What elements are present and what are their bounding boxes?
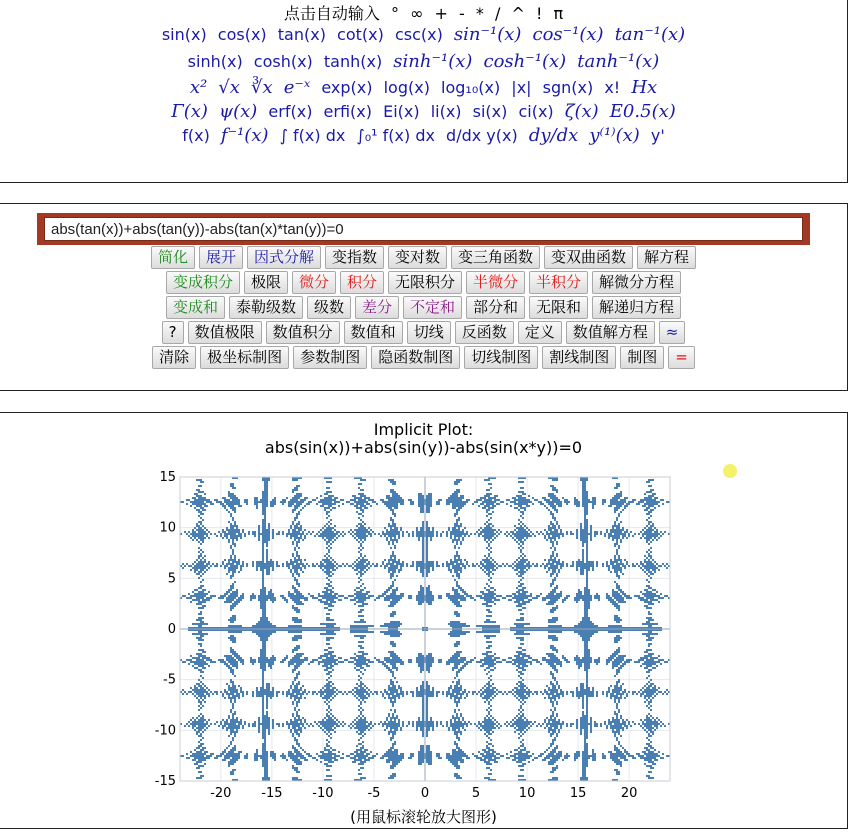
fn-cbrt[interactable]: ∛x (251, 77, 273, 98)
button-row-1 (0, 246, 847, 269)
fn-sin[interactable]: sin(x) (161, 25, 207, 44)
y-tick-label: -10 (154, 723, 176, 739)
taylor-series-button[interactable]: 泰勒级数 (229, 296, 303, 319)
calculus-row (0, 125, 847, 177)
fn-tanh[interactable]: tanh(x) (323, 52, 383, 71)
fn-exp-neg[interactable]: e⁻ˣ (283, 77, 311, 98)
trig-functions-row (0, 24, 847, 45)
y-tick-label: -5 (163, 672, 176, 688)
parametric-plot-button[interactable]: 参数制图 (293, 346, 367, 369)
hyperbolic-functions-row (0, 51, 847, 72)
fn-exp[interactable]: exp(x) (321, 78, 373, 97)
fn-log10[interactable]: log₁₀(x) (441, 78, 501, 97)
to-exponential-button[interactable]: 变指数 (325, 246, 384, 269)
fn-cosh[interactable]: cosh(x) (253, 52, 313, 71)
fn-ei[interactable]: Ei(x) (383, 102, 420, 121)
symbol-degree[interactable]: ° (390, 4, 399, 23)
numeric-limit-button[interactable]: 数值极限 (188, 321, 262, 344)
fn-derivative-operator[interactable]: d/dx y(x) (446, 126, 518, 145)
fn-integral[interactable]: ∫ f(x) dx (279, 126, 346, 145)
quick-input-label: 点击自动输入 (283, 4, 380, 23)
to-trig-button[interactable]: 变三角函数 (451, 246, 540, 269)
symbol-multiply[interactable]: * (475, 4, 484, 23)
fn-csc[interactable]: csc(x) (394, 25, 443, 44)
special-functions-row (0, 101, 847, 122)
fn-acosh[interactable]: cosh⁻¹(x) (483, 51, 567, 72)
solve-equation-button[interactable]: 解方程 (637, 246, 696, 269)
fn-y-first-derivative[interactable]: y⁽¹⁾(x) (589, 125, 640, 146)
x-tick-label: -20 (210, 786, 232, 801)
fn-zeta[interactable]: ζ(x) (564, 101, 599, 122)
expression-input[interactable] (44, 217, 803, 241)
symbol-minus[interactable]: - (459, 4, 465, 23)
mouse-cursor-highlight (723, 464, 737, 478)
tangent-plot-button[interactable]: 切线制图 (464, 346, 538, 369)
fn-cot[interactable]: cot(x) (337, 25, 384, 44)
to-integral-button[interactable]: 变成积分 (166, 271, 240, 294)
expression-frame (37, 213, 810, 245)
button-row-2 (0, 271, 847, 294)
button-row-3 (0, 296, 847, 319)
fn-sgn[interactable]: sgn(x) (542, 78, 594, 97)
solve-ode-button[interactable]: 解微分方程 (592, 271, 681, 294)
fn-y-prime[interactable]: y' (650, 126, 665, 145)
y-tick-label: 5 (167, 571, 176, 587)
y-tick-label: 15 (159, 470, 176, 485)
symbol-divide[interactable]: / (494, 4, 501, 23)
fn-li[interactable]: li(x) (430, 102, 462, 121)
fn-inverse[interactable]: f⁻¹(x) (220, 125, 269, 146)
fn-square[interactable]: x² (189, 77, 208, 98)
clear-button[interactable]: 清除 (152, 346, 196, 369)
to-hyperbolic-button[interactable]: 变双曲函数 (544, 246, 633, 269)
fn-erfi[interactable]: erfi(x) (323, 102, 372, 121)
fn-dy-dx[interactable]: dy/dx (528, 125, 579, 146)
fn-tan[interactable]: tan(x) (277, 25, 326, 44)
symbol-infinity[interactable]: ∞ (410, 4, 424, 23)
partial-sum-button[interactable]: 部分和 (466, 296, 525, 319)
button-row-4 (0, 321, 847, 344)
tangent-line-button[interactable]: 切线 (407, 321, 451, 344)
symbol-power[interactable]: ^ (511, 4, 525, 23)
fn-factorial[interactable]: x! (604, 78, 621, 97)
difference-button[interactable]: 差分 (355, 296, 399, 319)
plot-title: Implicit Plot: (373, 420, 474, 439)
factor-button[interactable]: 因式分解 (247, 246, 321, 269)
half-derivative-button[interactable]: 半微分 (466, 271, 525, 294)
to-sum-button[interactable]: 变成和 (166, 296, 225, 319)
fn-f[interactable]: f(x) (182, 126, 210, 145)
infinite-integral-button[interactable]: 无限积分 (388, 271, 462, 294)
fn-asin[interactable]: sin⁻¹(x) (453, 24, 522, 45)
fn-hermite[interactable]: Hx (631, 77, 658, 98)
half-integral-button[interactable]: 半积分 (529, 271, 588, 294)
plot-subtitle: abs(sin(x))+abs(sin(y))-abs(sin(x*y))=0 (264, 438, 583, 457)
infinite-sum-button[interactable]: 无限和 (529, 296, 588, 319)
numeric-solve-button[interactable]: 数值解方程 (566, 321, 655, 344)
plot-button[interactable]: 制图 (620, 346, 664, 369)
x-tick-label: -10 (312, 786, 334, 801)
fn-digamma[interactable]: ψ(x) (219, 101, 258, 122)
button-row-5 (0, 346, 847, 369)
fn-erf[interactable]: erf(x) (268, 102, 313, 121)
implicit-plot-button[interactable]: 隐函数制图 (371, 346, 460, 369)
y-tick-label: 10 (159, 520, 176, 536)
simplify-button[interactable]: 简化 (151, 246, 195, 269)
y-tick-label: 0 (167, 622, 176, 637)
polar-plot-button[interactable]: 极坐标制图 (200, 346, 289, 369)
solve-recurrence-button[interactable]: 解递归方程 (592, 296, 681, 319)
power-log-functions-row (0, 77, 847, 98)
expression-panel (0, 203, 848, 391)
fn-asinh[interactable]: sinh⁻¹(x) (393, 51, 473, 72)
approximate-button[interactable]: ≈ (659, 321, 686, 344)
x-tick-label: 5 (471, 786, 481, 801)
plot-panel (0, 412, 848, 829)
fn-exp-integral-e[interactable]: E0.5(x) (609, 101, 676, 122)
indefinite-sum-button[interactable]: 不定和 (403, 296, 462, 319)
numeric-integral-button[interactable]: 数值积分 (266, 321, 340, 344)
x-tick-label: -15 (261, 786, 283, 801)
limit-button[interactable]: 极限 (244, 271, 288, 294)
implicit-plot-chart[interactable] (0, 413, 848, 830)
fn-definite-integral[interactable]: ∫₀¹ f(x) dx (356, 126, 435, 145)
fn-sqrt[interactable]: √x (218, 77, 240, 98)
expand-button[interactable]: 展开 (199, 246, 243, 269)
plot-zoom-hint: (用鼠标滚轮放大图形) (350, 808, 497, 826)
x-tick-label: -5 (367, 786, 381, 801)
fn-si[interactable]: si(x) (472, 102, 508, 121)
fn-atanh[interactable]: tanh⁻¹(x) (577, 51, 660, 72)
inverse-function-button[interactable]: 反函数 (455, 321, 514, 344)
to-logarithm-button[interactable]: 变对数 (388, 246, 447, 269)
integrate-button[interactable]: 积分 (340, 271, 384, 294)
define-button[interactable]: 定义 (518, 321, 562, 344)
x-tick-label: 15 (569, 786, 587, 801)
fn-atan[interactable]: tan⁻¹(x) (614, 24, 686, 45)
secant-plot-button[interactable]: 割线制图 (542, 346, 616, 369)
y-tick-label: -15 (154, 774, 176, 789)
quick-input-panel (0, 0, 848, 183)
symbol-pi[interactable]: π (553, 4, 564, 23)
fn-ci[interactable]: ci(x) (518, 102, 554, 121)
fn-gamma[interactable]: Γ(x) (171, 101, 208, 122)
quick-input-header (0, 4, 847, 24)
help-button[interactable]: ? (162, 321, 184, 344)
symbol-factorial[interactable]: ! (535, 4, 543, 23)
fn-abs[interactable]: |x| (511, 78, 532, 97)
x-tick-label: 20 (620, 786, 638, 801)
differentiate-button[interactable]: 微分 (292, 271, 336, 294)
x-tick-label: 0 (420, 786, 430, 801)
equals-button[interactable]: = (668, 346, 695, 369)
fn-log[interactable]: log(x) (383, 78, 430, 97)
symbol-plus[interactable]: + (434, 4, 448, 23)
x-tick-label: 10 (518, 786, 536, 801)
numeric-sum-button[interactable]: 数值和 (344, 321, 403, 344)
fn-sinh[interactable]: sinh(x) (187, 52, 243, 71)
fn-cos[interactable]: cos(x) (217, 25, 267, 44)
fn-acos[interactable]: cos⁻¹(x) (532, 24, 604, 45)
series-button[interactable]: 级数 (307, 296, 351, 319)
